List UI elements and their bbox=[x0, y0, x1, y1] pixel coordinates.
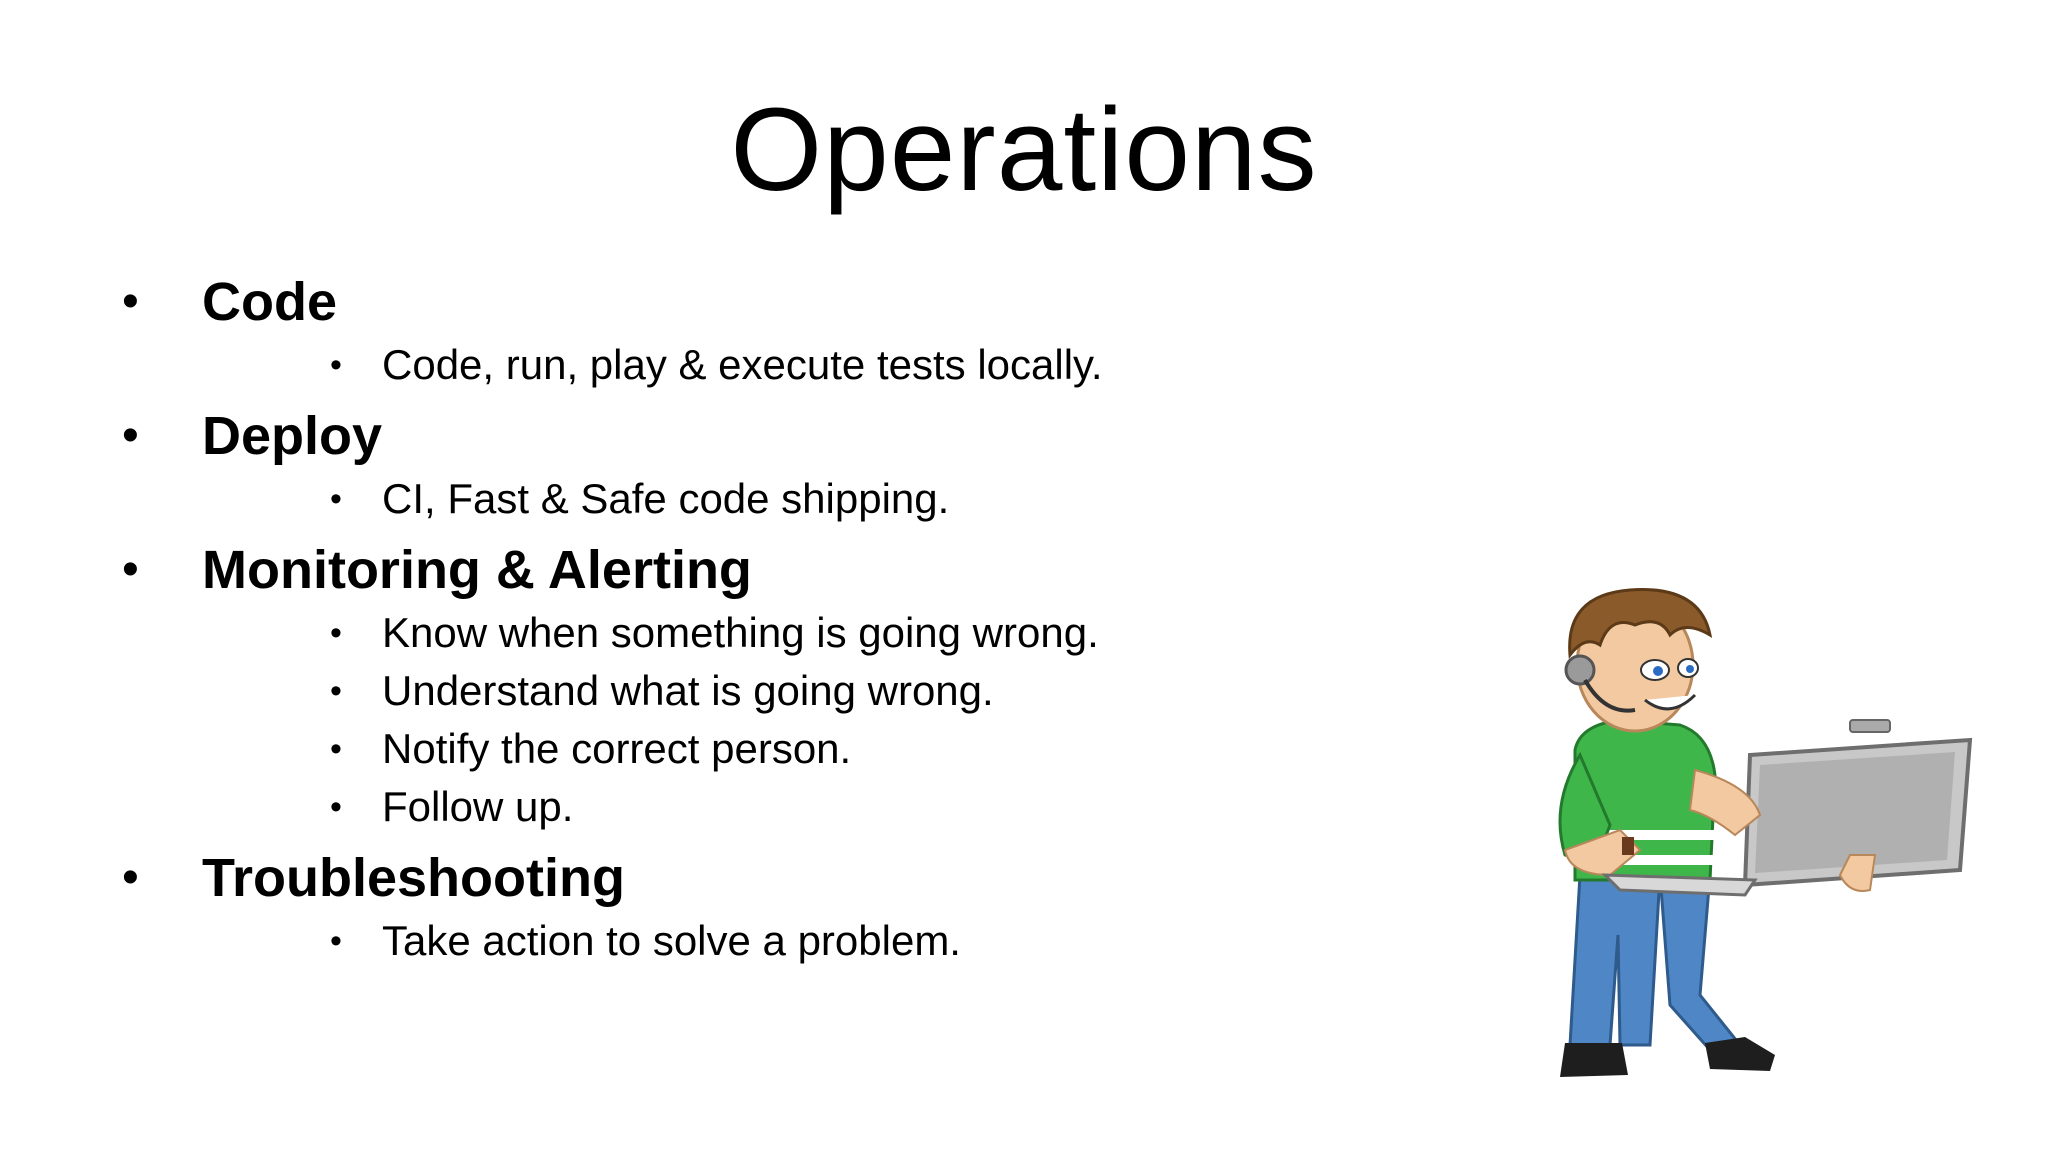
bullet-icon: • bbox=[122, 275, 139, 328]
sub-bullet-text: Know when something is going wrong. bbox=[382, 609, 1099, 656]
sub-bullet-text: Understand what is going wrong. bbox=[382, 667, 994, 714]
bullet-icon: • bbox=[122, 409, 139, 462]
sub-bullet-text: Take action to solve a problem. bbox=[382, 917, 961, 964]
sub-bullet-text: Follow up. bbox=[382, 783, 574, 830]
sub-bullet-icon: • bbox=[330, 672, 342, 710]
sub-bullet-item bbox=[0, 912, 1400, 970]
sub-bullet-text: CI, Fast & Safe code shipping. bbox=[382, 475, 950, 522]
sub-bullet-item bbox=[0, 778, 1400, 836]
sub-bullet-item bbox=[0, 720, 1400, 778]
sub-bullet-icon: • bbox=[330, 614, 342, 652]
sub-bullet-item bbox=[0, 470, 1400, 528]
sub-bullet-text: Code, run, play & execute tests locally. bbox=[382, 341, 1103, 388]
sub-bullet-icon: • bbox=[330, 730, 342, 768]
bullet-list bbox=[0, 268, 1400, 970]
engineer-with-laptop-icon bbox=[1510, 575, 2010, 1115]
sub-bullet-icon: • bbox=[330, 346, 342, 384]
sub-bullet-item bbox=[0, 662, 1400, 720]
section-heading: Troubleshooting bbox=[202, 848, 625, 908]
bullet-section-monitoring bbox=[0, 536, 1400, 604]
bullet-icon: • bbox=[122, 543, 139, 596]
bullet-icon: • bbox=[122, 851, 139, 904]
bullet-section-deploy bbox=[0, 402, 1400, 470]
sub-bullet-item bbox=[0, 336, 1400, 394]
section-heading: Deploy bbox=[202, 406, 383, 466]
section-heading: Monitoring & Alerting bbox=[202, 540, 752, 600]
sub-bullet-item bbox=[0, 604, 1400, 662]
sub-bullet-icon: • bbox=[330, 788, 342, 826]
sub-bullet-text: Notify the correct person. bbox=[382, 725, 852, 772]
section-heading: Code bbox=[202, 272, 337, 332]
sub-bullet-icon: • bbox=[330, 922, 342, 960]
bullet-section-code bbox=[0, 268, 1400, 336]
slide-title: Operations bbox=[730, 84, 1318, 216]
bullet-section-troubleshooting bbox=[0, 844, 1400, 912]
sub-bullet-icon: • bbox=[330, 480, 342, 518]
